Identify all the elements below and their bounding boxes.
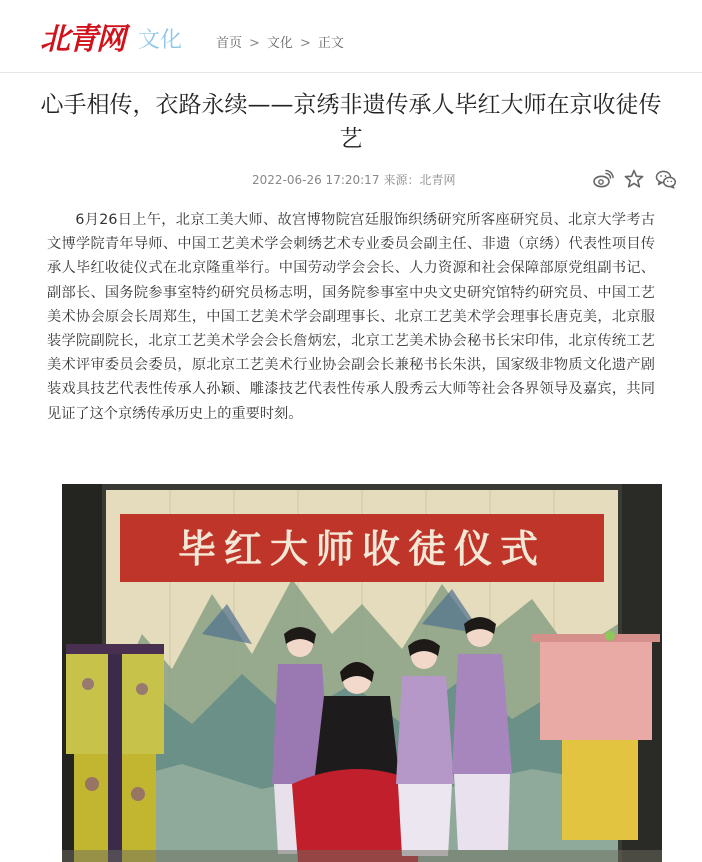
article-meta — [252, 172, 455, 188]
weibo-icon[interactable] — [592, 168, 614, 190]
article-paragraph: 6月26日上午，北京工美大师、故宫博物院宫廷服饰织绣研究所客座研究员、北京大学考古文博学院青年导师、中国工艺美术学会刺绣艺术专业委员会副主任、非遗（京绣）代表性项目传承人毕红收徒仪式在北京隆重举行。中国劳动学会会长、人力资源和社会保障部原党组副书记、副部长、国务院参事室特约研究员杨志明，国务院参事室中央文史研究馆特约研究员、中国工艺美术协会原会长周郑生，中国工艺美术学会副理事长、北京工艺美术学会理事长唐克美，北京服装学院副院长，北京工艺美术学会会长詹炳宏，北京工艺美术协会秘书长宋印伟，北京传统工艺美术评审委员会委员，原北京工艺美术行业协会副会长兼秘书长朱洪，国家级非物质文化遗产剧装戏具技艺代表性传承人孙颖、雕漆技艺代表性传承人殷秀云大师等社会各界领导及嘉宾，共同见证了这个京绣传承历史上的重要时刻。 — [47, 212, 655, 422]
article-photo — [62, 484, 662, 862]
wechat-icon[interactable] — [655, 168, 677, 190]
site-header — [0, 0, 702, 73]
site-logo[interactable]: 北青网 — [40, 22, 124, 57]
article-source: 来源：北青网 — [383, 173, 456, 187]
share-bar — [592, 168, 678, 190]
section-title[interactable]: 文化 — [138, 28, 183, 53]
breadcrumb — [216, 35, 344, 53]
ceremony-photo — [62, 484, 662, 862]
breadcrumb-culture[interactable]: 文化 — [266, 36, 293, 51]
banner-text: 毕红大师收徒仪式 — [177, 526, 547, 571]
article-title: 心手相传，衣路永续——京绣非遗传承人毕红大师在京收徒传艺 — [40, 92, 662, 152]
breadcrumb-separator: > — [299, 36, 311, 51]
star-icon[interactable] — [623, 168, 645, 190]
breadcrumb-home[interactable]: 首页 — [216, 36, 243, 51]
breadcrumb-current: 正文 — [317, 36, 344, 51]
article-datetime: 2022-06-26 17:20:17 — [252, 173, 380, 187]
breadcrumb-separator: > — [249, 36, 260, 51]
left-robe — [66, 644, 164, 862]
